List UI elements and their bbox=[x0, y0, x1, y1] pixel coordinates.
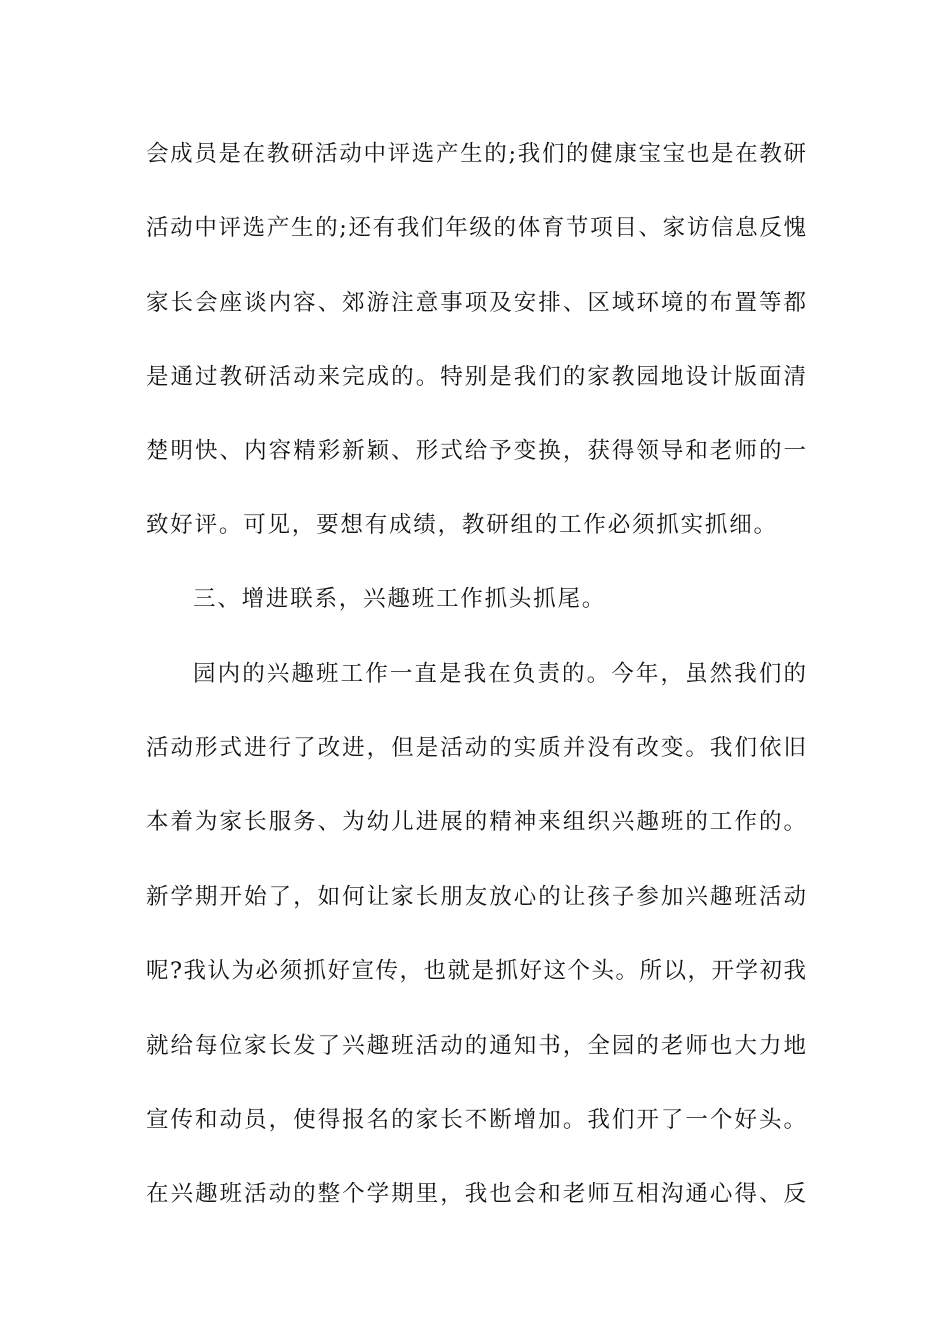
text-line-1: 会成员是在教研活动中评选产生的;我们的健康宝宝也是在教研 bbox=[146, 141, 806, 167]
paragraph-start-line: 园内的兴趣班工作一直是我在负责的。今年，虽然我们的 bbox=[193, 661, 806, 687]
text-line-6: 致好评。可见，要想有成绩，教研组的工作必须抓实抓细。 bbox=[146, 512, 778, 538]
text-line-5: 楚明快、内容精彩新颖、形式给予变换，获得领导和老师的一 bbox=[146, 438, 806, 464]
text-line-12: 呢?我认为必须抓好宣传，也就是抓好这个头。所以，开学初我 bbox=[146, 958, 806, 984]
text-line-13: 就给每位家长发了兴趣班活动的通知书，全园的老师也大力地 bbox=[146, 1033, 806, 1059]
section-heading: 三、增进联系，兴趣班工作抓头抓尾。 bbox=[193, 586, 607, 612]
text-line-4: 是通过教研活动来完成的。特别是我们的家教园地设计版面清 bbox=[146, 364, 806, 390]
text-line-2: 活动中评选产生的;还有我们年级的体育节项目、家访信息反愧 bbox=[146, 215, 806, 241]
text-line-11: 新学期开始了，如何让家长朋友放心的让孩子参加兴趣班活动 bbox=[146, 884, 806, 910]
text-line-9: 活动形式进行了改进，但是活动的实质并没有改变。我们依旧 bbox=[146, 735, 806, 761]
text-line-3: 家长会座谈内容、郊游注意事项及安排、区域环境的布置等都 bbox=[146, 290, 806, 316]
text-line-15: 在兴趣班活动的整个学期里，我也会和老师互相沟通心得、反 bbox=[146, 1181, 806, 1207]
text-line-14: 宣传和动员，使得报名的家长不断增加。我们开了一个好头。 bbox=[146, 1107, 806, 1133]
text-line-10: 本着为家长服务、为幼儿进展的精神来组织兴趣班的工作的。 bbox=[146, 809, 806, 835]
